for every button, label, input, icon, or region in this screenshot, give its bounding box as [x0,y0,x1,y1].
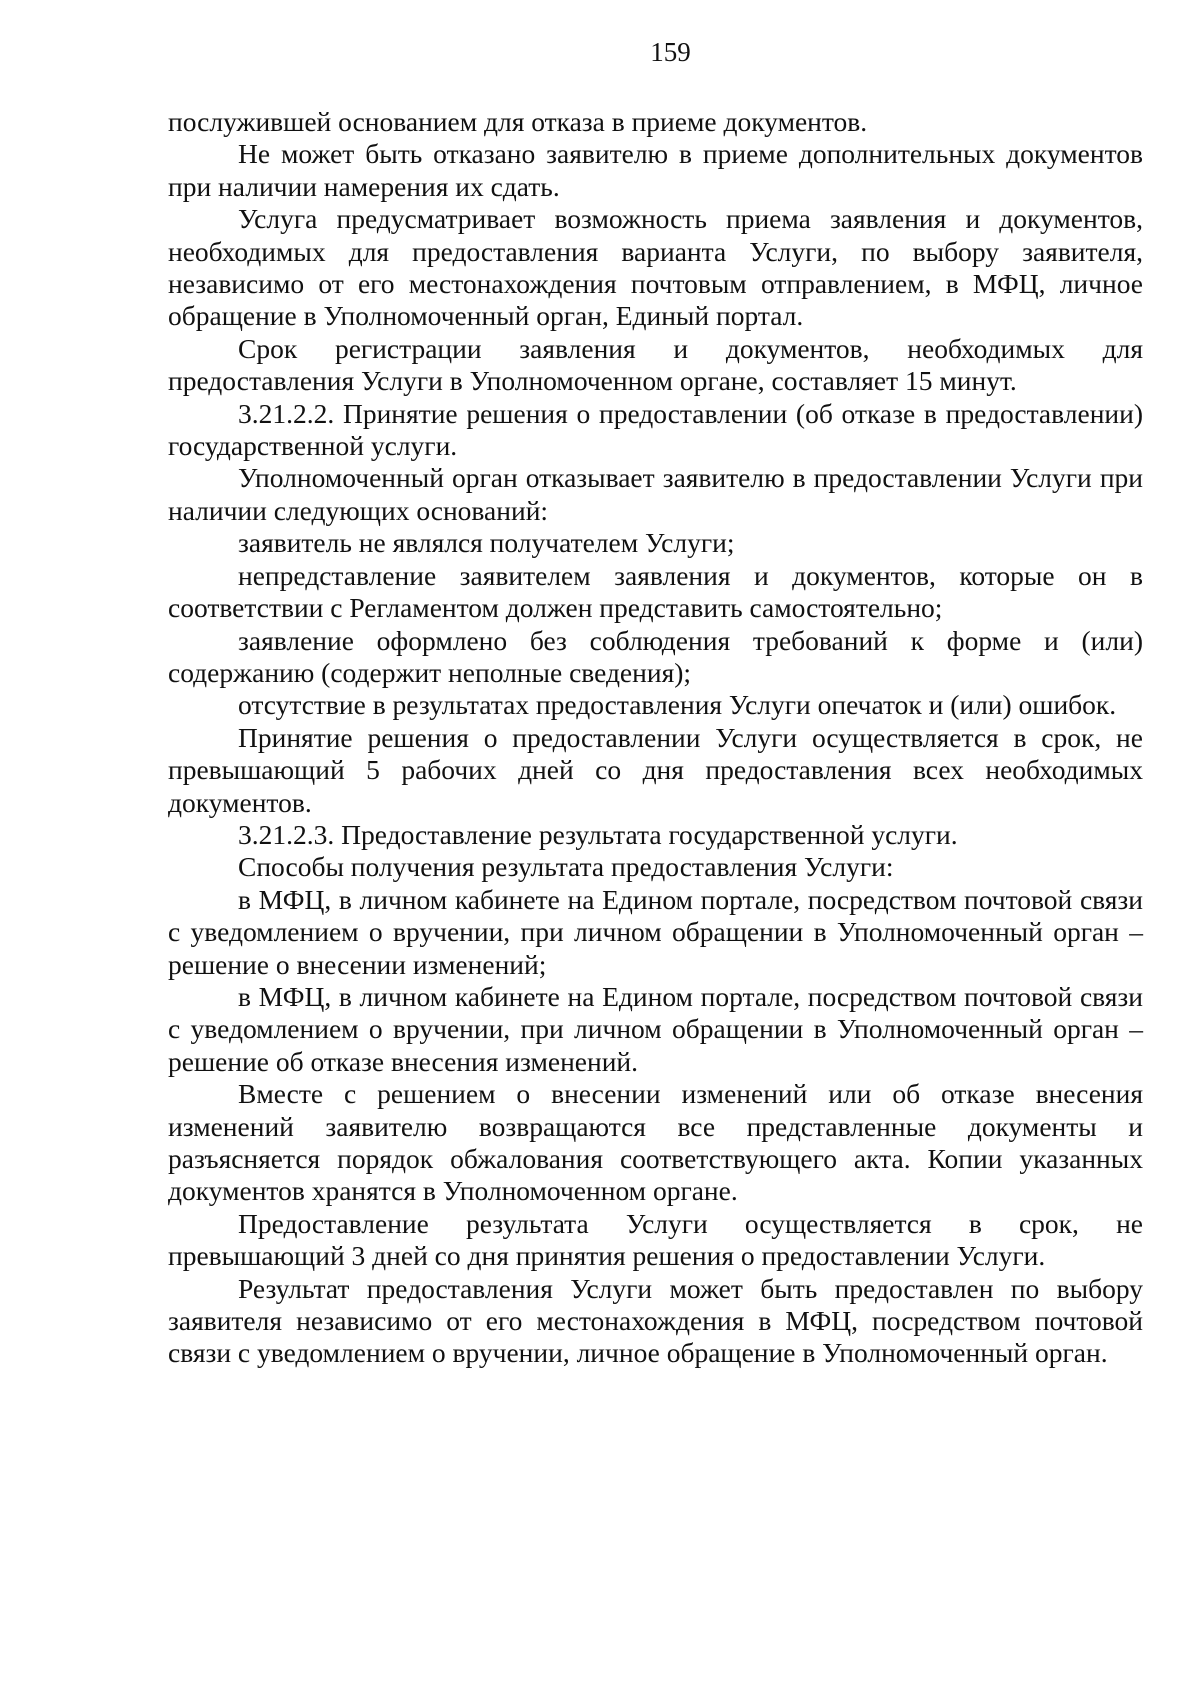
paragraph: Результат предоставления Услуги может быть предоставлен по выбору заявителя независимо от его местонахождения в МФЦ, посредством почтовой связи с уведомлением о вручении, личное обращение в Уполномоченный орган. [168,1272,1143,1369]
section-heading-3-21-2-3: 3.21.2.3. Предоставление результата государственной услуги. [238,818,958,850]
list-item: непредставление заявителем заявления и документов, которые он в соответствии с Регламентом должен представить самостоятельно; [168,559,1143,624]
paragraph: Предоставление результата Услуги осуществляется в срок, не превышающий 3 дней со дня принятия решения о предоставлении Услуги. [168,1207,1143,1272]
paragraph: Способы получения результата предоставления Услуги: [238,851,894,883]
list-item: заявитель не являлся получателем Услуги; [238,527,735,559]
paragraph: Не может быть отказано заявителю в приеме дополнительных документов при наличии намерения их сдать. [168,138,1143,202]
paragraph: Услуга предусматривает возможность приема заявления и документов, необходимых для предоставления варианта Услуги, по выбору заявителя, независимо от его местонахождения почтовым отправлением, в МФЦ, личное обращение в Уполномоченный орган, Единый портал. [168,203,1143,332]
paragraph: Вместе с решением о внесении изменений или об отказе внесения изменений заявителю возвращаются все представленные документы и разъясняется порядок обжалования соответствующего акта. Копии указанных документов хранятся в Уполномоченном органе. [168,1078,1143,1207]
section-heading-3-21-2-2: 3.21.2.2. Принятие решения о предоставлении (об отказе в предоставлении) государственной услуги. [168,397,1143,462]
list-item: в МФЦ, в личном кабинете на Едином портале, посредством почтовой связи с уведомлением о вручении, при личном обращении в Уполномоченный орган – решение о внесении изменений; [168,883,1143,980]
paragraph: Уполномоченный орган отказывает заявителю в предоставлении Услуги при наличии следующих оснований: [168,462,1143,526]
paragraph: Принятие решения о предоставлении Услуги осуществляется в срок, не превышающий 5 рабочих дней со дня предоставления всех необходимых документов. [168,721,1143,818]
document-body [168,106,1143,1370]
list-item: в МФЦ, в личном кабинете на Едином портале, посредством почтовой связи с уведомлением о вручении, при личном обращении в Уполномоченный орган – решение об отказе внесения изменений. [168,980,1143,1077]
list-item: отсутствие в результатах предоставления Услуги опечаток и (или) ошибок. [238,689,1117,721]
list-item: заявление оформлено без соблюдения требований к форме и (или) содержанию (содержит неполные сведения); [168,624,1143,688]
paragraph: послужившей основанием для отказа в приеме документов. [168,106,868,137]
paragraph: Срок регистрации заявления и документов, необходимых для предоставления Услуги в Уполномоченном органе, составляет 15 минут. [168,332,1143,397]
page-number: 159 [650,37,691,67]
